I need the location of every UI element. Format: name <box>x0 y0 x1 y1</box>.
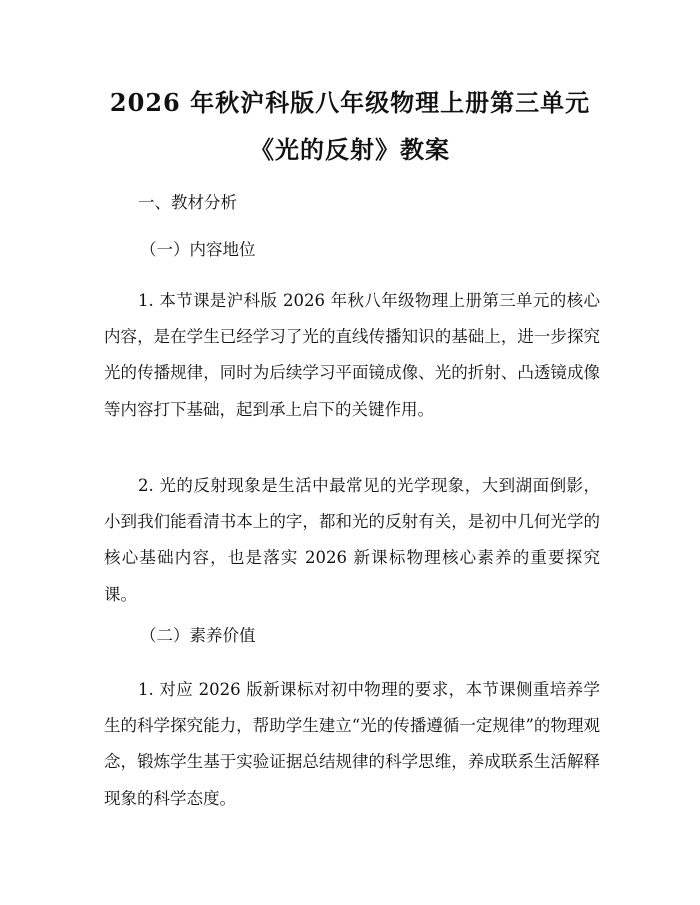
document-title-line1: 2026 年秋沪科版八年级物理上册第三单元 <box>109 88 591 117</box>
paragraph-content-position-1: 1. 本节课是沪科版 2026 年秋八年级物理上册第三单元的核心内容，是在学生已经学习了光的直线传播知识的基础上，进一步探究光的传播规律，同时为后续学习平面镜成像、光的折射、凸透镜成像等内容打下基础，起到承上启下的关键作用。 <box>104 291 600 419</box>
paragraph-literacy-value-1: 1. 对应 2026 版新课标对初中物理的要求，本节课侧重培养学生的科学探究能力，帮助学生建立“光的传播遵循一定规律”的物理观念，锻炼学生基于实验证据总结规律的科学思维，养成联系生活解释现象的科学态度。 <box>104 680 600 808</box>
section-heading-textbook-analysis: 一、教材分析 <box>138 193 237 212</box>
subsection-heading-content-position: （一）内容地位 <box>140 240 256 259</box>
subsection-heading-literacy-value: （二）素养价值 <box>140 626 256 645</box>
document-title-line2: 《光的反射》教案 <box>250 135 450 164</box>
paragraph-content-position-2: 2. 光的反射现象是生活中最常见的光学现象，大到湖面倒影，小到我们能看清书本上的字，都和光的反射有关，是初中几何光学的核心基础内容，也是落实 2026 新课标物理核心素养的重要探究课。 <box>104 476 600 604</box>
